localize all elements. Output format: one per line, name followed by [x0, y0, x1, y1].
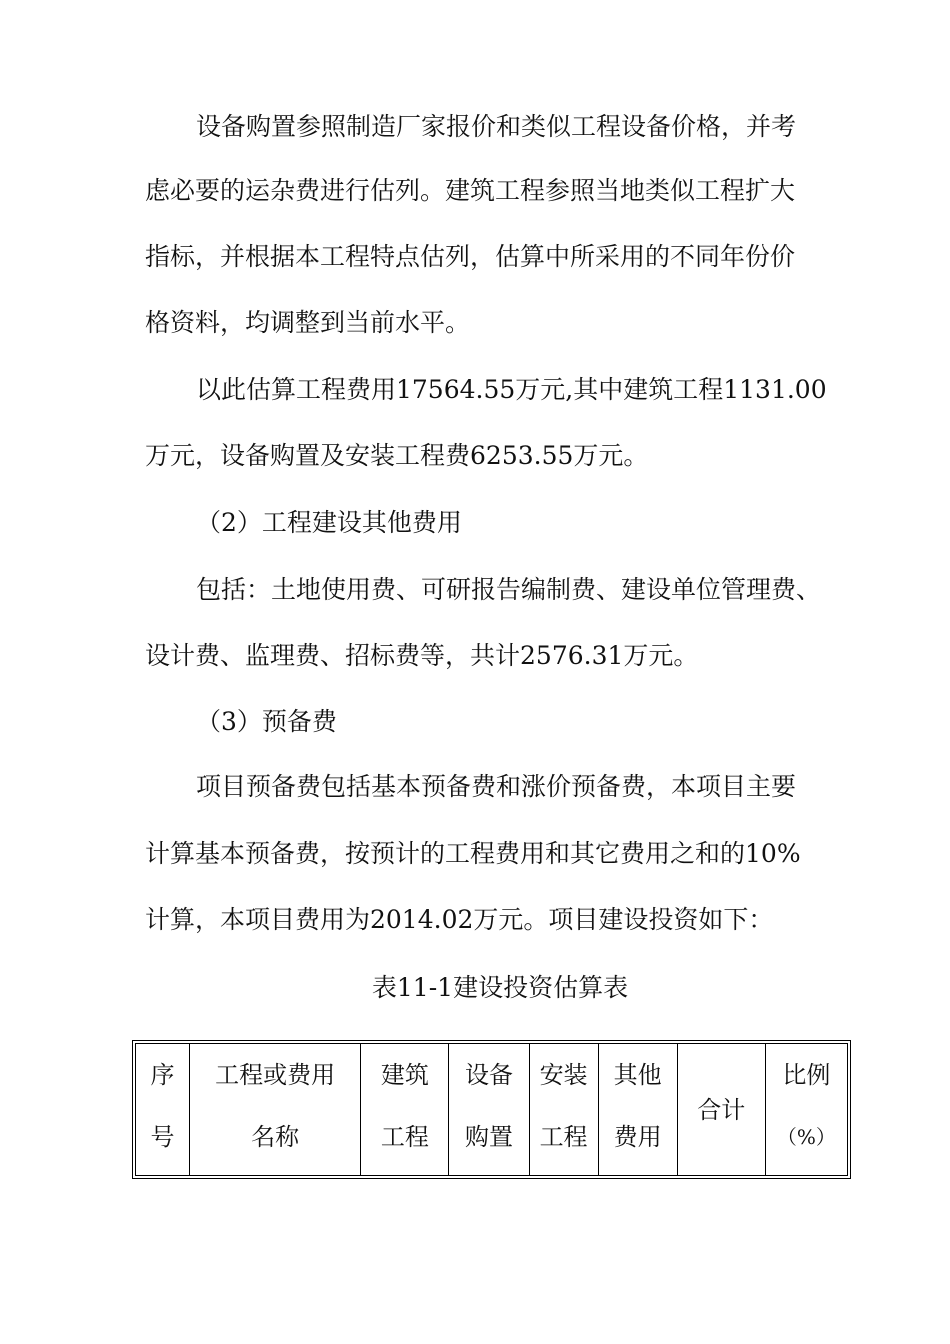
- header-cell-installation: 安装 工程: [529, 1044, 598, 1176]
- paragraph-line: 指标，并根据本工程特点估列，估算中所采用的不同年份价: [145, 242, 796, 271]
- paragraph-line: 设计费、监理费、招标费等，共计2576.31万元。: [145, 641, 699, 670]
- section-heading: （3）预备费: [196, 707, 337, 736]
- paragraph-line: 设备购置参照制造厂家报价和类似工程设备价格，并考: [196, 112, 797, 141]
- header-cell-other: 其他 费用: [598, 1044, 677, 1176]
- paragraph-line: 项目预备费包括基本预备费和涨价预备费，本项目主要: [196, 772, 797, 801]
- paragraph-line: 计算基本预备费，按预计的工程费用和其它费用之和的10%: [145, 839, 801, 868]
- paragraph-line: 虑必要的运杂费进行估列。建筑工程参照当地类似工程扩大: [145, 176, 796, 205]
- table-caption: 表11-1建设投资估算表: [371, 973, 629, 1002]
- investment-table: [132, 1040, 851, 1179]
- header-cell-equipment: 设备 购置: [449, 1044, 529, 1176]
- header-cell-index: 序 号: [136, 1044, 190, 1176]
- paragraph-line: 包括：土地使用费、可研报告编制费、建设单位管理费、: [196, 575, 822, 604]
- section-heading: （2）工程建设其他费用: [196, 508, 462, 537]
- header-cell-total: 合计: [677, 1044, 765, 1176]
- header-cell-ratio: 比例 （%）: [765, 1044, 847, 1176]
- paragraph-line: 以此估算工程费用17564.55万元,其中建筑工程1131.00: [196, 375, 827, 404]
- header-cell-construction: 建筑 工程: [361, 1044, 449, 1176]
- header-cell-name: 工程或费用 名称: [190, 1044, 361, 1176]
- paragraph-line: 万元，设备购置及安装工程费6253.55万元。: [145, 441, 649, 470]
- table-header-row: [136, 1044, 848, 1176]
- paragraph-line: 格资料，均调整到当前水平。: [145, 308, 471, 337]
- paragraph-line: 计算，本项目费用为2014.02万元。项目建设投资如下：: [145, 905, 774, 934]
